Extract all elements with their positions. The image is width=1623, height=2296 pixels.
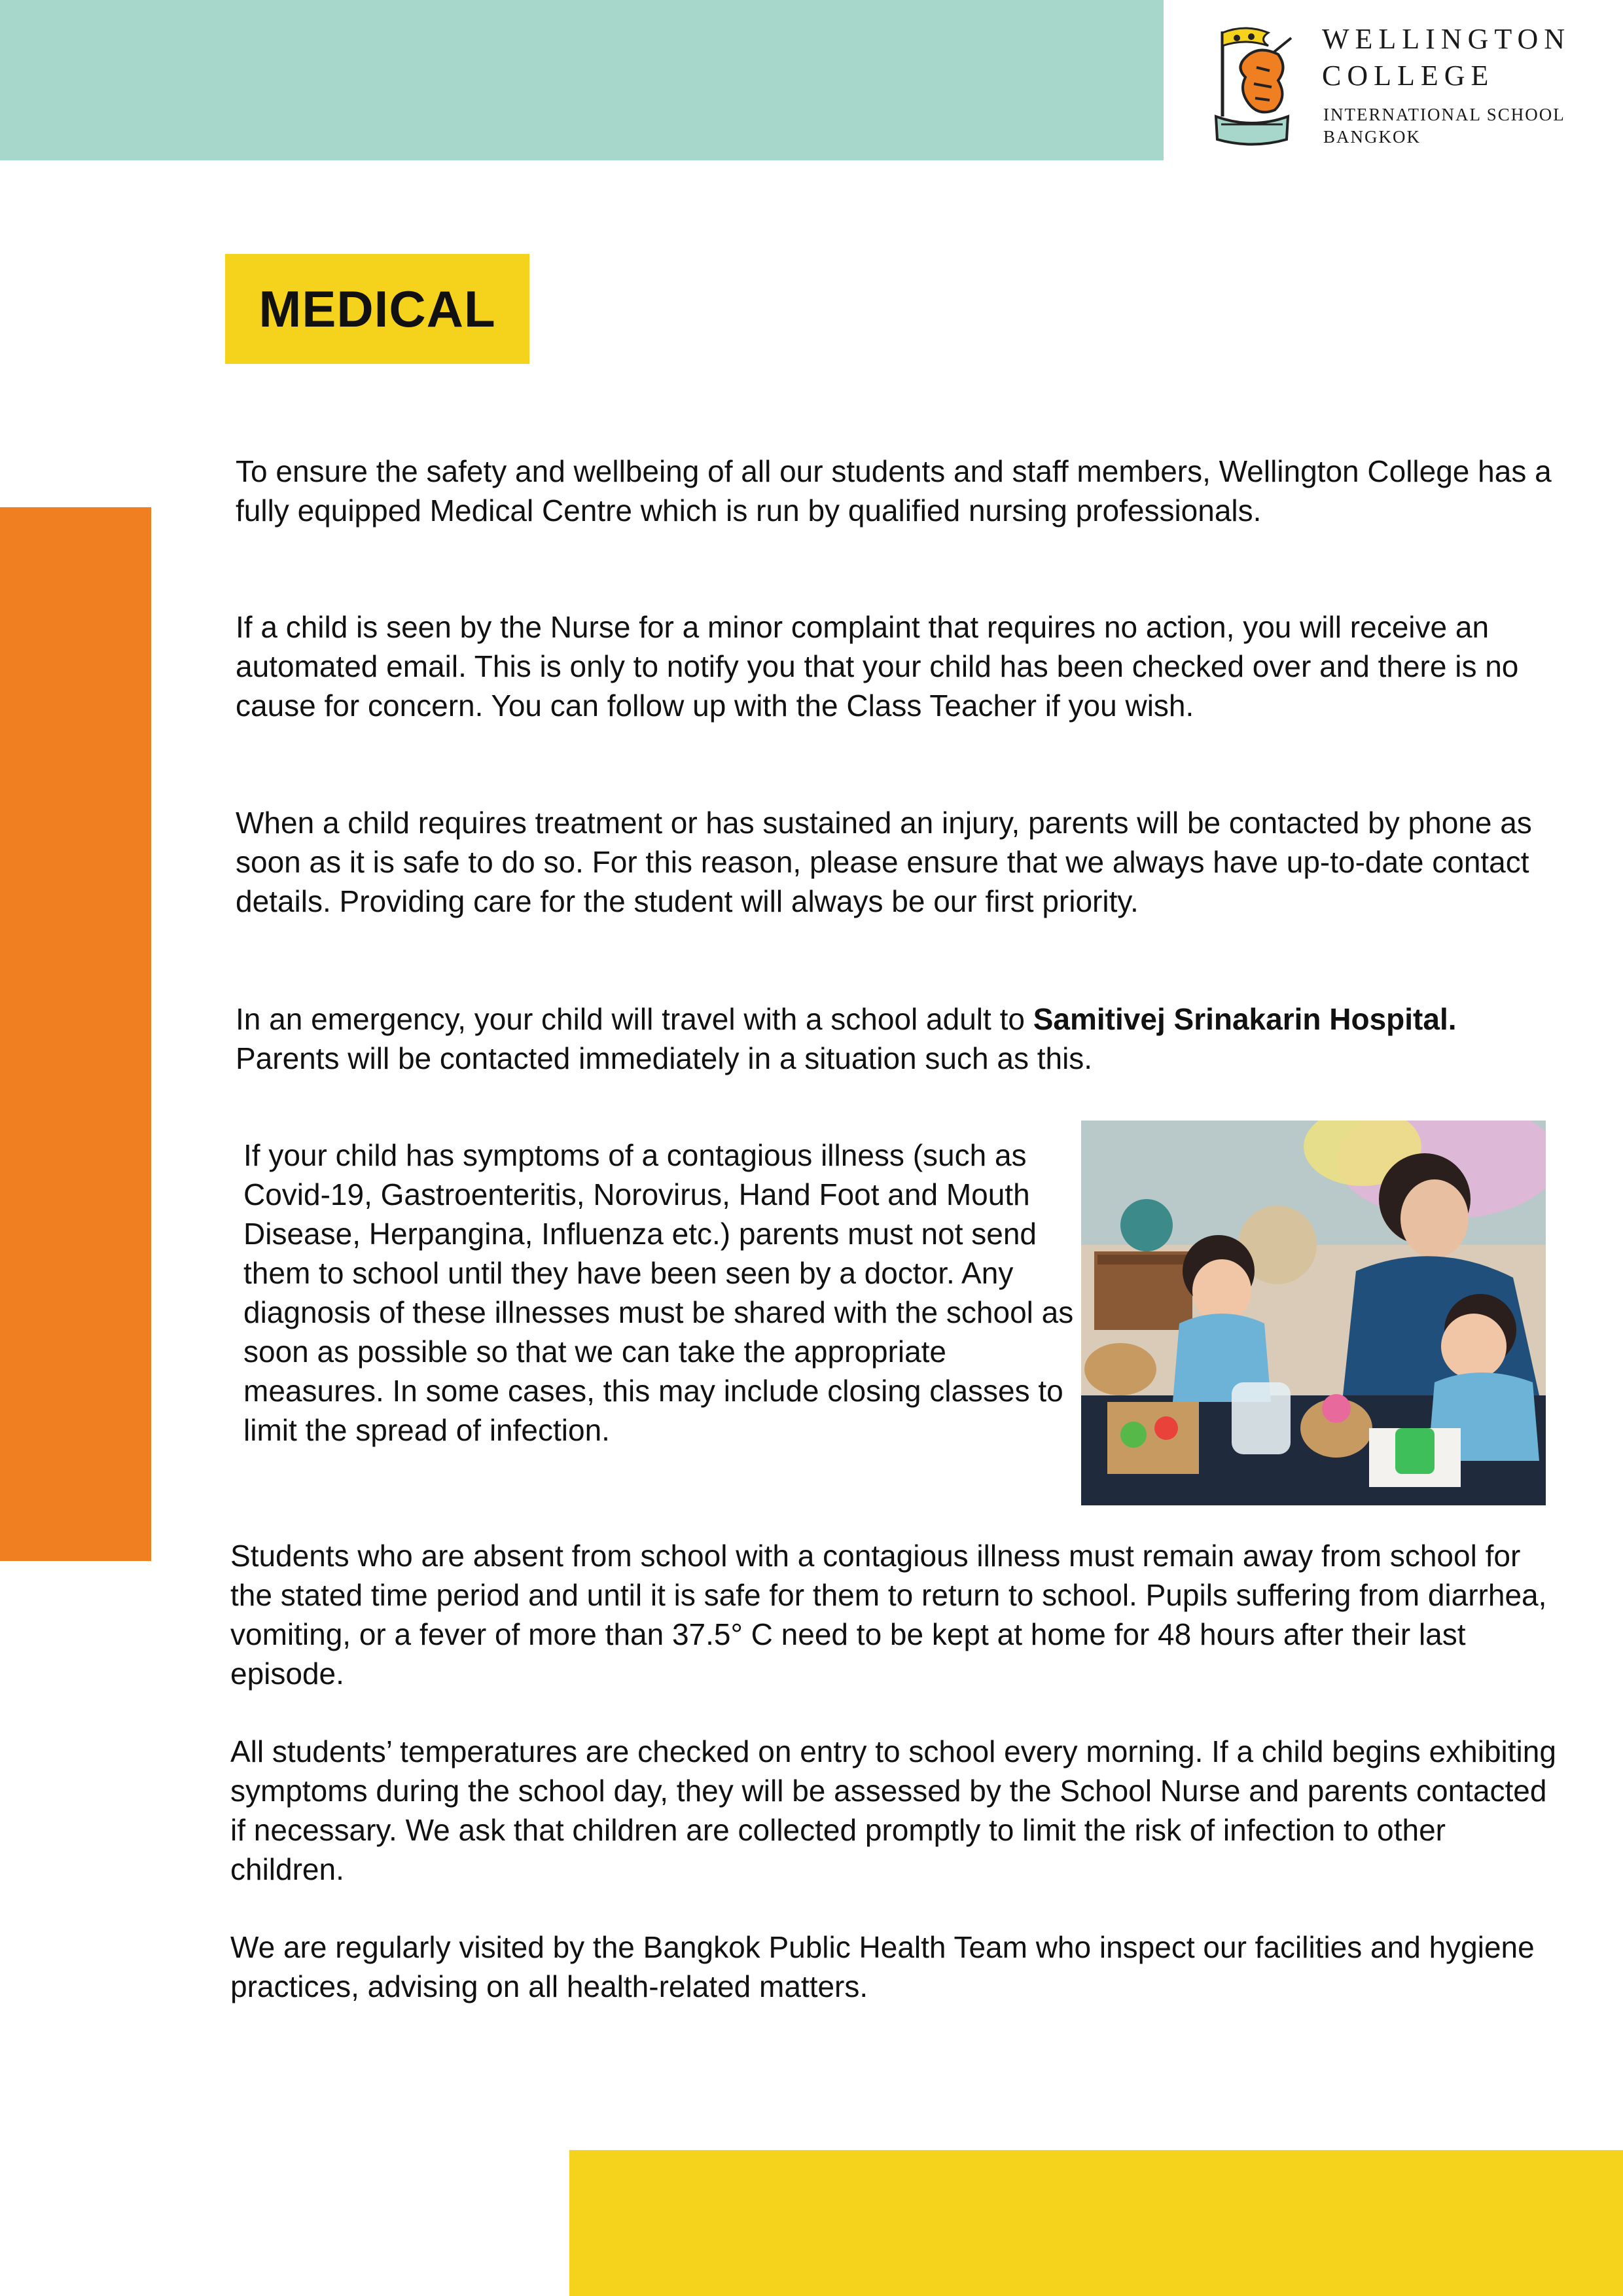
emergency-text-end: Parents will be contacted immediately in a situation such as this.	[236, 1041, 1093, 1075]
school-logo	[1196, 18, 1589, 149]
emergency-text-start: In an emergency, your child will travel with a school adult to	[236, 1002, 1033, 1036]
paragraph-medical-centre: To ensure the safety and wellbeing of all our students and staff members, Wellington College has a fully equipped Medical Centre which is run by qualified nursing professionals.	[236, 454, 1552, 528]
crest-icon	[1196, 18, 1308, 149]
paragraph-temperature-checks: All students’ temperatures are checked on entry to school every morning. If a child begins exhibiting symptoms during the school day, they will be assessed by the School Nurse and parents contacted if necessary. We ask that children are collected promptly to limit the risk of infection to other children.	[230, 1734, 1556, 1886]
paragraph-treatment-injury: When a child requires treatment or has sustained an injury, parents will be contacted by phone as soon as it is safe to do so. For this reason, please ensure that we always have up-to-date contact details. Providing care for the student will always be our first priority.	[236, 806, 1532, 918]
logo-subtitle-line2: BANGKOK	[1323, 127, 1421, 147]
paragraph-absence: Students who are absent from school with a contagious illness must remain away from school for the stated time period and until it is safe for them to return to school. Pupils suffering from diarrhea, vomiting, or a fever of more than 37.5° C need to be kept at home for 48 hours after their last episode.	[230, 1539, 1547, 1691]
paragraph-contagious-illness: If your child has symptoms of a contagious illness (such as Covid-19, Gastroenteritis, Norovirus, Hand Foot and Mouth Disease, Herpangina, Influenza etc.) parents must not send them to school until they have been seen by a doctor. Any diagnosis of these illnesses must be shared with the school as soon as possible so that we can take the appropriate measures. In some cases, this may include closing classes to limit the spread of infection.	[243, 1138, 1074, 1447]
paragraph-emergency	[236, 999, 1558, 1078]
logo-wordmark-line2: COLLEGE	[1322, 60, 1495, 92]
left-decorative-band	[0, 507, 151, 1561]
logo-wordmark-line1: WELLINGTON	[1322, 23, 1571, 55]
hospital-name: Samitivej Srinakarin Hospital.	[1033, 1002, 1457, 1036]
classroom-photo	[1081, 1121, 1546, 1505]
page-title: MEDICAL	[259, 279, 496, 338]
section-title-box	[225, 254, 529, 364]
paragraph-nurse-visit: If a child is seen by the Nurse for a minor complaint that requires no action, you will receive an automated email. This is only to notify you that your child has been checked over and there is no cause for concern. You can follow up with the Class Teacher if you wish.	[236, 610, 1519, 723]
paragraph-public-health: We are regularly visited by the Bangkok Public Health Team who inspect our facilities and hygiene practices, advising on all health-related matters.	[230, 1930, 1535, 2003]
bottom-decorative-band	[569, 2150, 1623, 2296]
logo-subtitle-line1: INTERNATIONAL SCHOOL	[1323, 105, 1565, 124]
top-decorative-band	[0, 0, 1164, 160]
